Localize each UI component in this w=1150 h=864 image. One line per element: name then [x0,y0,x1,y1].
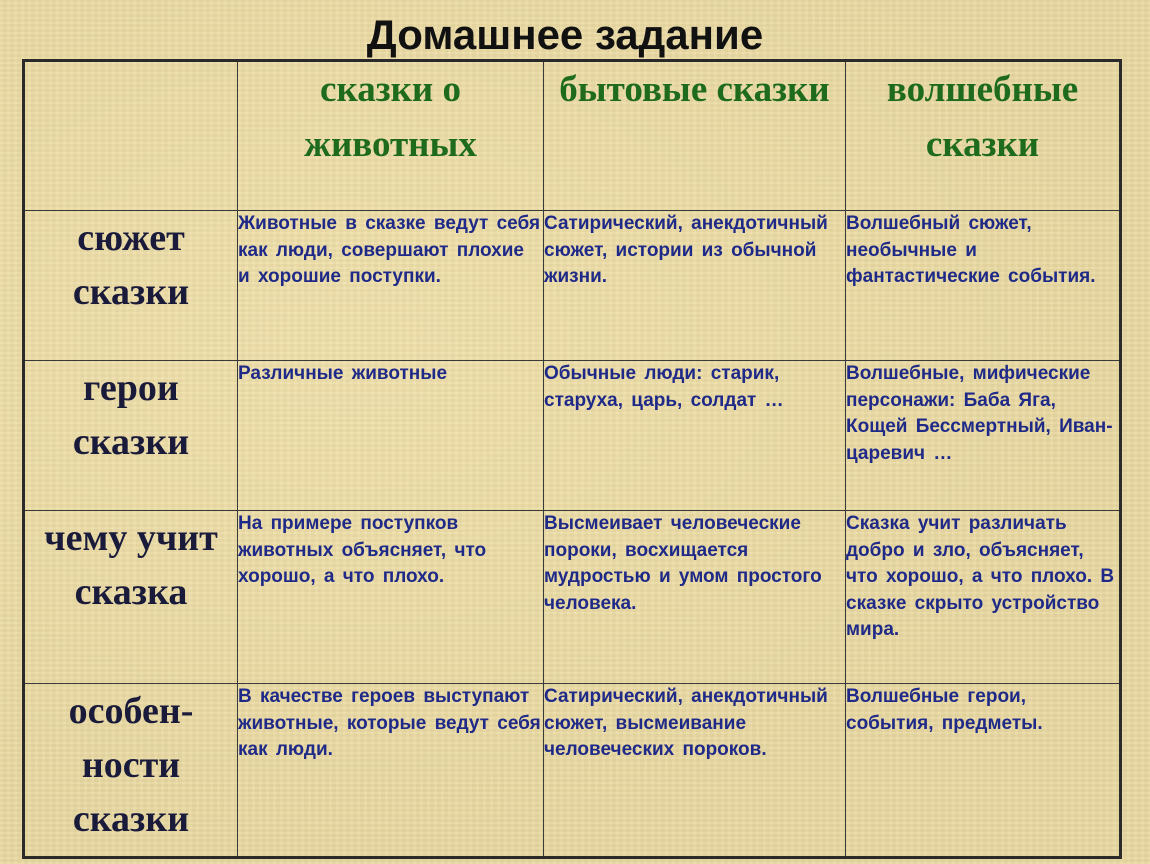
table-cell: Обычные люди: старик, старуха, царь, солдат … [544,361,846,511]
table-row [24,361,1121,511]
table-row [24,684,1121,858]
table-cell: На примере поступков животных объясняет, что хорошо, а что плохо. [238,511,544,684]
table-cell: Волшебный сюжет, необычные и фантастические события. [846,211,1121,361]
column-header-magic-tales: волшебные сказки [846,61,1121,211]
corner-cell [24,61,238,211]
row-header-features: особен- ности сказки [24,684,238,858]
row-header-plot: сюжет сказки [24,211,238,361]
fairy-tale-types-table [22,59,1122,859]
table-header-row [24,61,1121,211]
table-row [24,211,1121,361]
column-header-everyday-tales: бытовые сказки [544,61,846,211]
table-cell: Различные животные [238,361,544,511]
table-cell: Сатирический, анекдотичный сюжет, истории из обычной жизни. [544,211,846,361]
column-header-animal-tales: сказки о животных [238,61,544,211]
table-row [24,511,1121,684]
table-cell: В качестве героев выступают животные, которые ведут себя как люди. [238,684,544,858]
table-cell: Сатирический, анекдотичный сюжет, высмеивание человеческих пороков. [544,684,846,858]
row-header-lesson: чему учит сказка [24,511,238,684]
row-header-heroes: герои сказки [24,361,238,511]
table-cell: Сказка учит различать добро и зло, объясняет, что хорошо, а что плохо. В сказке скрыто устройство мира. [846,511,1121,684]
table-cell: Волшебные, мифические персонажи: Баба Яга, Кощей Бессмертный, Иван-царевич … [846,361,1121,511]
table-cell: Животные в сказке ведут себя как люди, совершают плохие и хорошие поступки. [238,211,544,361]
table-cell: Волшебные герои, события, предметы. [846,684,1121,858]
table-cell: Высмеивает человеческие пороки, восхищается мудростью и умом простого человека. [544,511,846,684]
page-title: Домашнее задание [366,11,764,58]
